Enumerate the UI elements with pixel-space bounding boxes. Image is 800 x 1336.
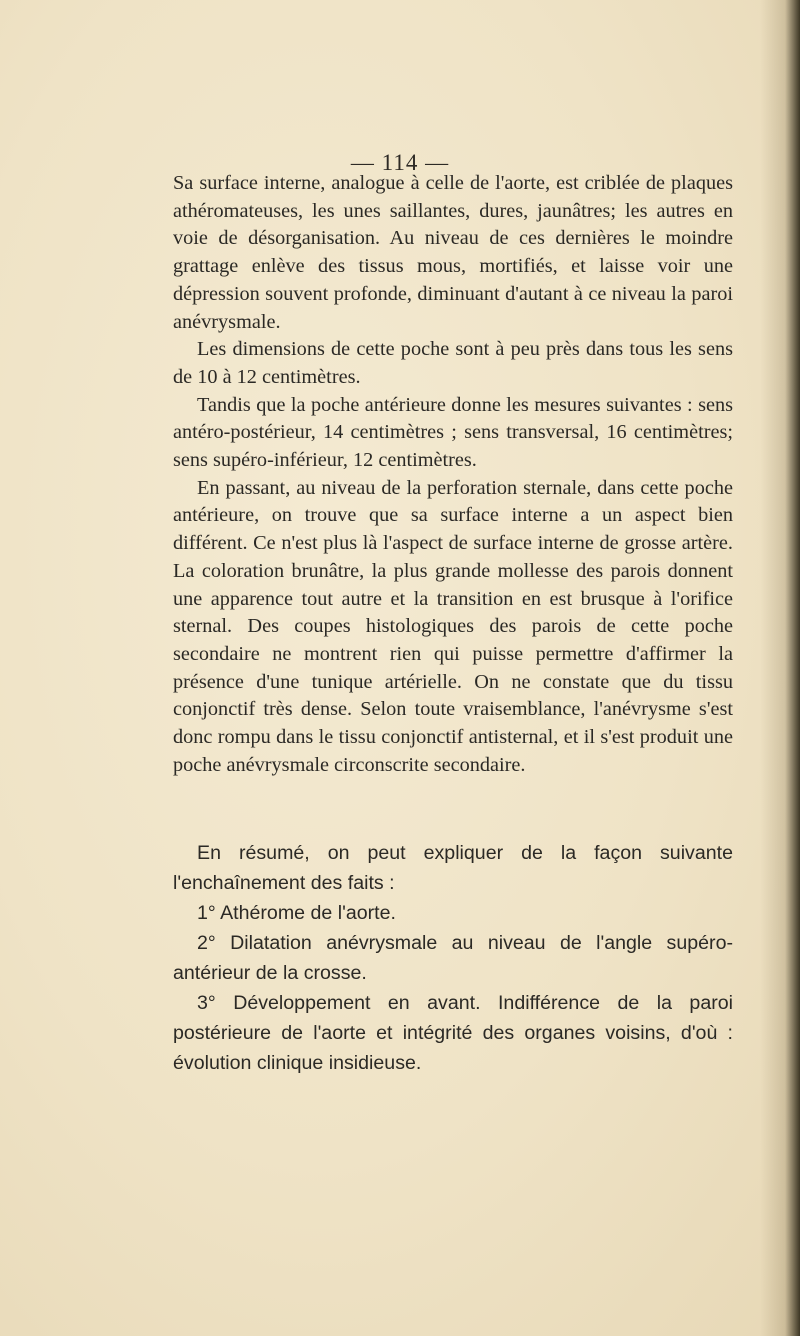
- paragraph-aortic-surface: Sa surface interne, analogue à celle de l'aorte, est criblée de plaques athéromateuses, les unes saillantes, dures, jaunâtres; les autres en voie de désorganisation. Au niveau de ces dernières le moindre grattage enlève des tissus mous, mortifiés, et laisse voir une dépression souvent profonde, diminuant d'autant à ce niveau la paroi anévrysmale.: [173, 172, 733, 333]
- paragraph-sternal-perforation: En passant, au niveau de la perforation sternale, dans cette poche antérieure, on trouve que sa surface interne a un aspect bien différent. Ce n'est plus là l'aspect de surface interne de grosse artère. La coloration brunâtre, la plus grande mollesse des parois donnent une apparence tout autre et la transition en est brusque à l'orifice sternal. Des coupes histologiques des parois de cette poche secondaire ne montrent rien qui puisse permettre d'affirmer la présence d'une tunique artérielle. On ne constate que du tissu conjonctif très dense. Selon toute vraisemblance, l'anévrysme s'est donc rompu dans le tissu conjonctif antisternal, et il s'est produit une poche anévrysmale circonscrite secondaire.: [173, 476, 733, 776]
- paragraph-pouch-dimensions: Les dimensions de cette poche sont à peu près dans tous les sens de 10 à 12 centimètres.: [173, 338, 733, 388]
- summary-block: [173, 838, 733, 1078]
- summary-item-dilatation: 2° Dilatation anévrysmale au niveau de l'angle supéro-antérieur de la crosse.: [173, 932, 733, 984]
- summary-item-development: 3° Développement en avant. Indifférence de la paroi postérieure de l'aorte et intégrité des organes voisins, d'où : évolution clinique insidieuse.: [173, 992, 733, 1074]
- summary-item-atheroma: 1° Athérome de l'aorte.: [197, 902, 396, 924]
- page-number: — 114 —: [350, 150, 450, 175]
- summary-intro: En résumé, on peut expliquer de la façon suivante l'enchaînement des faits :: [173, 842, 733, 894]
- paragraph-anterior-measurements: Tandis que la poche antérieure donne les mesures suivantes : sens antéro-postérieur, 14 centimètres ; sens transversal, 16 centimètres; sens supéro-inférieur, 12 centimètres.: [173, 393, 733, 472]
- body-text: [173, 170, 733, 779]
